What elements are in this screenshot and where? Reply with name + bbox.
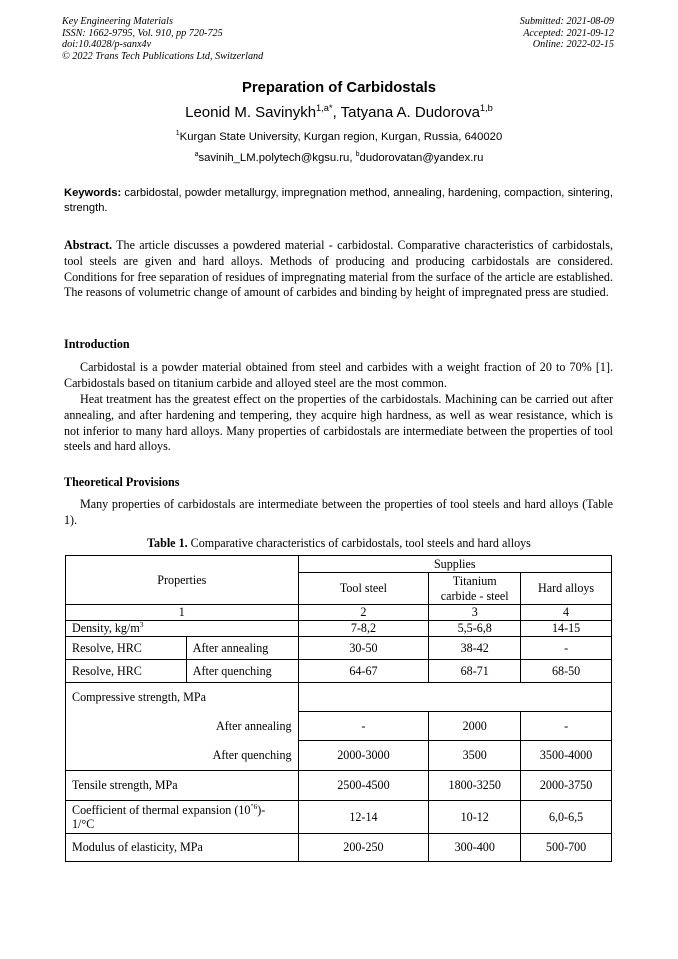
thermal-hard-alloys: 6,0-6,5: [521, 801, 612, 834]
resolve-annealing-titanium: 38-42: [429, 637, 521, 660]
modulus-hard-alloys: 500-700: [521, 834, 612, 862]
density-label: [66, 621, 299, 637]
thermal-titanium: 10-12: [429, 801, 521, 834]
table-row-tensile: [66, 771, 612, 801]
table-row-density: [66, 621, 612, 637]
table-row-modulus: [66, 834, 612, 862]
tensile-titanium: 1800-3250: [429, 771, 521, 801]
compressive-label: Compressive strength, MPa: [66, 683, 299, 712]
resolve-after-quenching-label: After quenching: [186, 660, 298, 683]
tensile-hard-alloys: 2000-3750: [521, 771, 612, 801]
abstract-text: The article discusses a powdered material - carbidostal. Comparative characteristics of carbidostals, tool steels are given and hard alloys. Methods of producing and producing carbidostals are considered. Conditions for free separation of residues of impregnating material from the surface of the article are established. The reasons of volumetric change of amount of carbides and binding by height of impregnated press are studied.: [64, 238, 613, 300]
header-supplies: Supplies: [298, 556, 611, 573]
submitted-date: Submitted: 2021-08-09: [519, 16, 614, 27]
introduction-paragraph-1: Carbidostal is a powder material obtained from steel and carbides with a weight fraction of 20 to 70% [1]. Carbidostals based on titanium carbide and alloyed steel are the most common.: [64, 360, 613, 390]
compressive-after-annealing-label: After annealing: [66, 712, 299, 741]
accepted-date: Accepted: 2021-09-12: [523, 27, 614, 39]
table-caption-label: Table 1.: [147, 536, 188, 550]
compressive-quenching-hard-alloys: 3500-4000: [521, 741, 612, 771]
keywords: [64, 186, 613, 215]
table-row-compressive: [66, 683, 612, 712]
resolve-after-annealing-label: After annealing: [186, 637, 298, 660]
header-tool-steel: Tool steel: [298, 573, 429, 605]
table-row-compressive-annealing: [66, 712, 612, 741]
journal-metadata: [62, 16, 263, 62]
email-a[interactable]: savinih_LM.polytech@kgsu.ru,: [198, 152, 356, 164]
journal-name: Key Engineering Materials: [62, 16, 173, 27]
author-2: Tatyana A. Dudorova: [340, 104, 480, 121]
journal-issn: ISSN: 1662-9795, Vol. 910, pp 720-725: [62, 27, 223, 39]
resolve-quenching-titanium: 68-71: [429, 660, 521, 683]
copyright: © 2022 Trans Tech Publications Ltd, Switzerland: [62, 50, 264, 62]
keywords-text: carbidostal, powder metallurgy, impregnation method, annealing, hardening, compaction, sintering, strength.: [64, 187, 613, 214]
header-properties: Properties: [66, 556, 299, 605]
resolve-annealing-hard-alloys: -: [521, 637, 612, 660]
author-2-affiliation: 1,b: [479, 103, 493, 113]
resolve-quenching-hard-alloys: 68-50: [521, 660, 612, 683]
header-titanium-line-1: Titanium: [452, 573, 497, 588]
affiliation: [0, 131, 678, 143]
density-tool-steel: 7-8,2: [298, 621, 429, 637]
header-titanium-line-2: carbide - steel: [440, 588, 509, 603]
table-row-compressive-quenching: [66, 741, 612, 771]
online-date: Online: 2022-02-15: [532, 39, 614, 51]
modulus-titanium: 300-400: [429, 834, 521, 862]
compressive-quenching-tool-steel: 2000-3000: [298, 741, 429, 771]
doi: doi:10.4028/p-sanx4v: [62, 39, 152, 51]
author-emails: [0, 152, 678, 164]
resolve-label: Resolve, HRC: [66, 660, 187, 683]
resolve-quenching-tool-steel: 64-67: [298, 660, 429, 683]
abstract-label: Abstract.: [64, 238, 113, 252]
thermal-exponent: "6: [250, 801, 258, 811]
table-row-numbers: [66, 605, 612, 621]
author-1: Leonid M. Savinykh: [185, 104, 317, 121]
theory-paragraph-1: Many properties of carbidostals are intermediate between the properties of tool steels and hard alloys (Table 1).: [64, 497, 613, 527]
author-1-affiliation: 1,a*: [316, 103, 333, 113]
column-number-1: 1: [66, 605, 299, 621]
email-a-marker: a: [194, 151, 199, 159]
thermal-label: [66, 801, 299, 834]
publication-dates: [520, 16, 614, 51]
compressive-annealing-titanium: 2000: [429, 712, 521, 741]
modulus-tool-steel: 200-250: [298, 834, 429, 862]
abstract: [64, 238, 613, 301]
introduction-heading: Introduction: [64, 337, 130, 351]
density-titanium: 5,5-6,8: [429, 621, 521, 637]
keywords-label: Keywords:: [64, 187, 122, 199]
thermal-label-text: Coefficient of thermal expansion (10: [72, 803, 251, 817]
header-titanium-carbide-steel: [429, 573, 521, 605]
thermal-label-tail: )-: [257, 803, 266, 817]
density-label-text: Density, kg/m: [72, 621, 140, 635]
paper-title: Preparation of Carbidostals: [241, 80, 437, 96]
compressive-annealing-tool-steel: -: [298, 712, 429, 741]
tensile-tool-steel: 2500-4500: [298, 771, 429, 801]
author-separator: ,: [332, 104, 341, 121]
author-list: [0, 104, 678, 121]
table-row-resolve-annealing: [66, 637, 612, 660]
introduction-paragraph-2: Heat treatment has the greatest effect on the properties of the carbidostals. Machining can be carried out after annealing, and after hardening and tempering, they acquire high hardness, as well as wear resistance, which is not inferior to many hard alloys. Many properties of carbidostals are intermediate between the properties of tool steels and hard alloys.: [64, 392, 613, 454]
table-caption-text: Comparative characteristics of carbidostals, tool steels and hard alloys: [187, 536, 531, 550]
table-caption: [0, 536, 678, 551]
resolve-label: Resolve, HRC: [66, 637, 187, 660]
thermal-tool-steel: 12-14: [298, 801, 429, 834]
compressive-quenching-titanium: 3500: [429, 741, 521, 771]
affiliation-text: Kurgan State University, Kurgan region, Kurgan, Russia, 640020: [179, 131, 503, 143]
email-b-marker: b: [355, 151, 360, 159]
thermal-unit: 1/°C: [72, 817, 95, 831]
affiliation-marker: 1: [175, 130, 180, 138]
column-number-4: 4: [521, 605, 612, 621]
density-unit-exponent: 3: [139, 619, 144, 629]
comparison-table: [65, 555, 612, 862]
compressive-empty: [298, 683, 611, 712]
theory-heading: Theoretical Provisions: [64, 475, 180, 489]
table-header-row: [66, 556, 612, 573]
table-row-resolve-quenching: [66, 660, 612, 683]
tensile-label: Tensile strength, MPa: [66, 771, 299, 801]
compressive-annealing-hard-alloys: -: [521, 712, 612, 741]
column-number-2: 2: [298, 605, 429, 621]
modulus-label: Modulus of elasticity, MPa: [66, 834, 299, 862]
header-hard-alloys: Hard alloys: [521, 573, 612, 605]
density-hard-alloys: 14-15: [521, 621, 612, 637]
compressive-after-quenching-label: After quenching: [66, 741, 299, 771]
table-row-thermal-expansion: [66, 801, 612, 834]
email-b[interactable]: dudorovatan@yandex.ru: [359, 152, 484, 164]
column-number-3: 3: [429, 605, 521, 621]
resolve-annealing-tool-steel: 30-50: [298, 637, 429, 660]
